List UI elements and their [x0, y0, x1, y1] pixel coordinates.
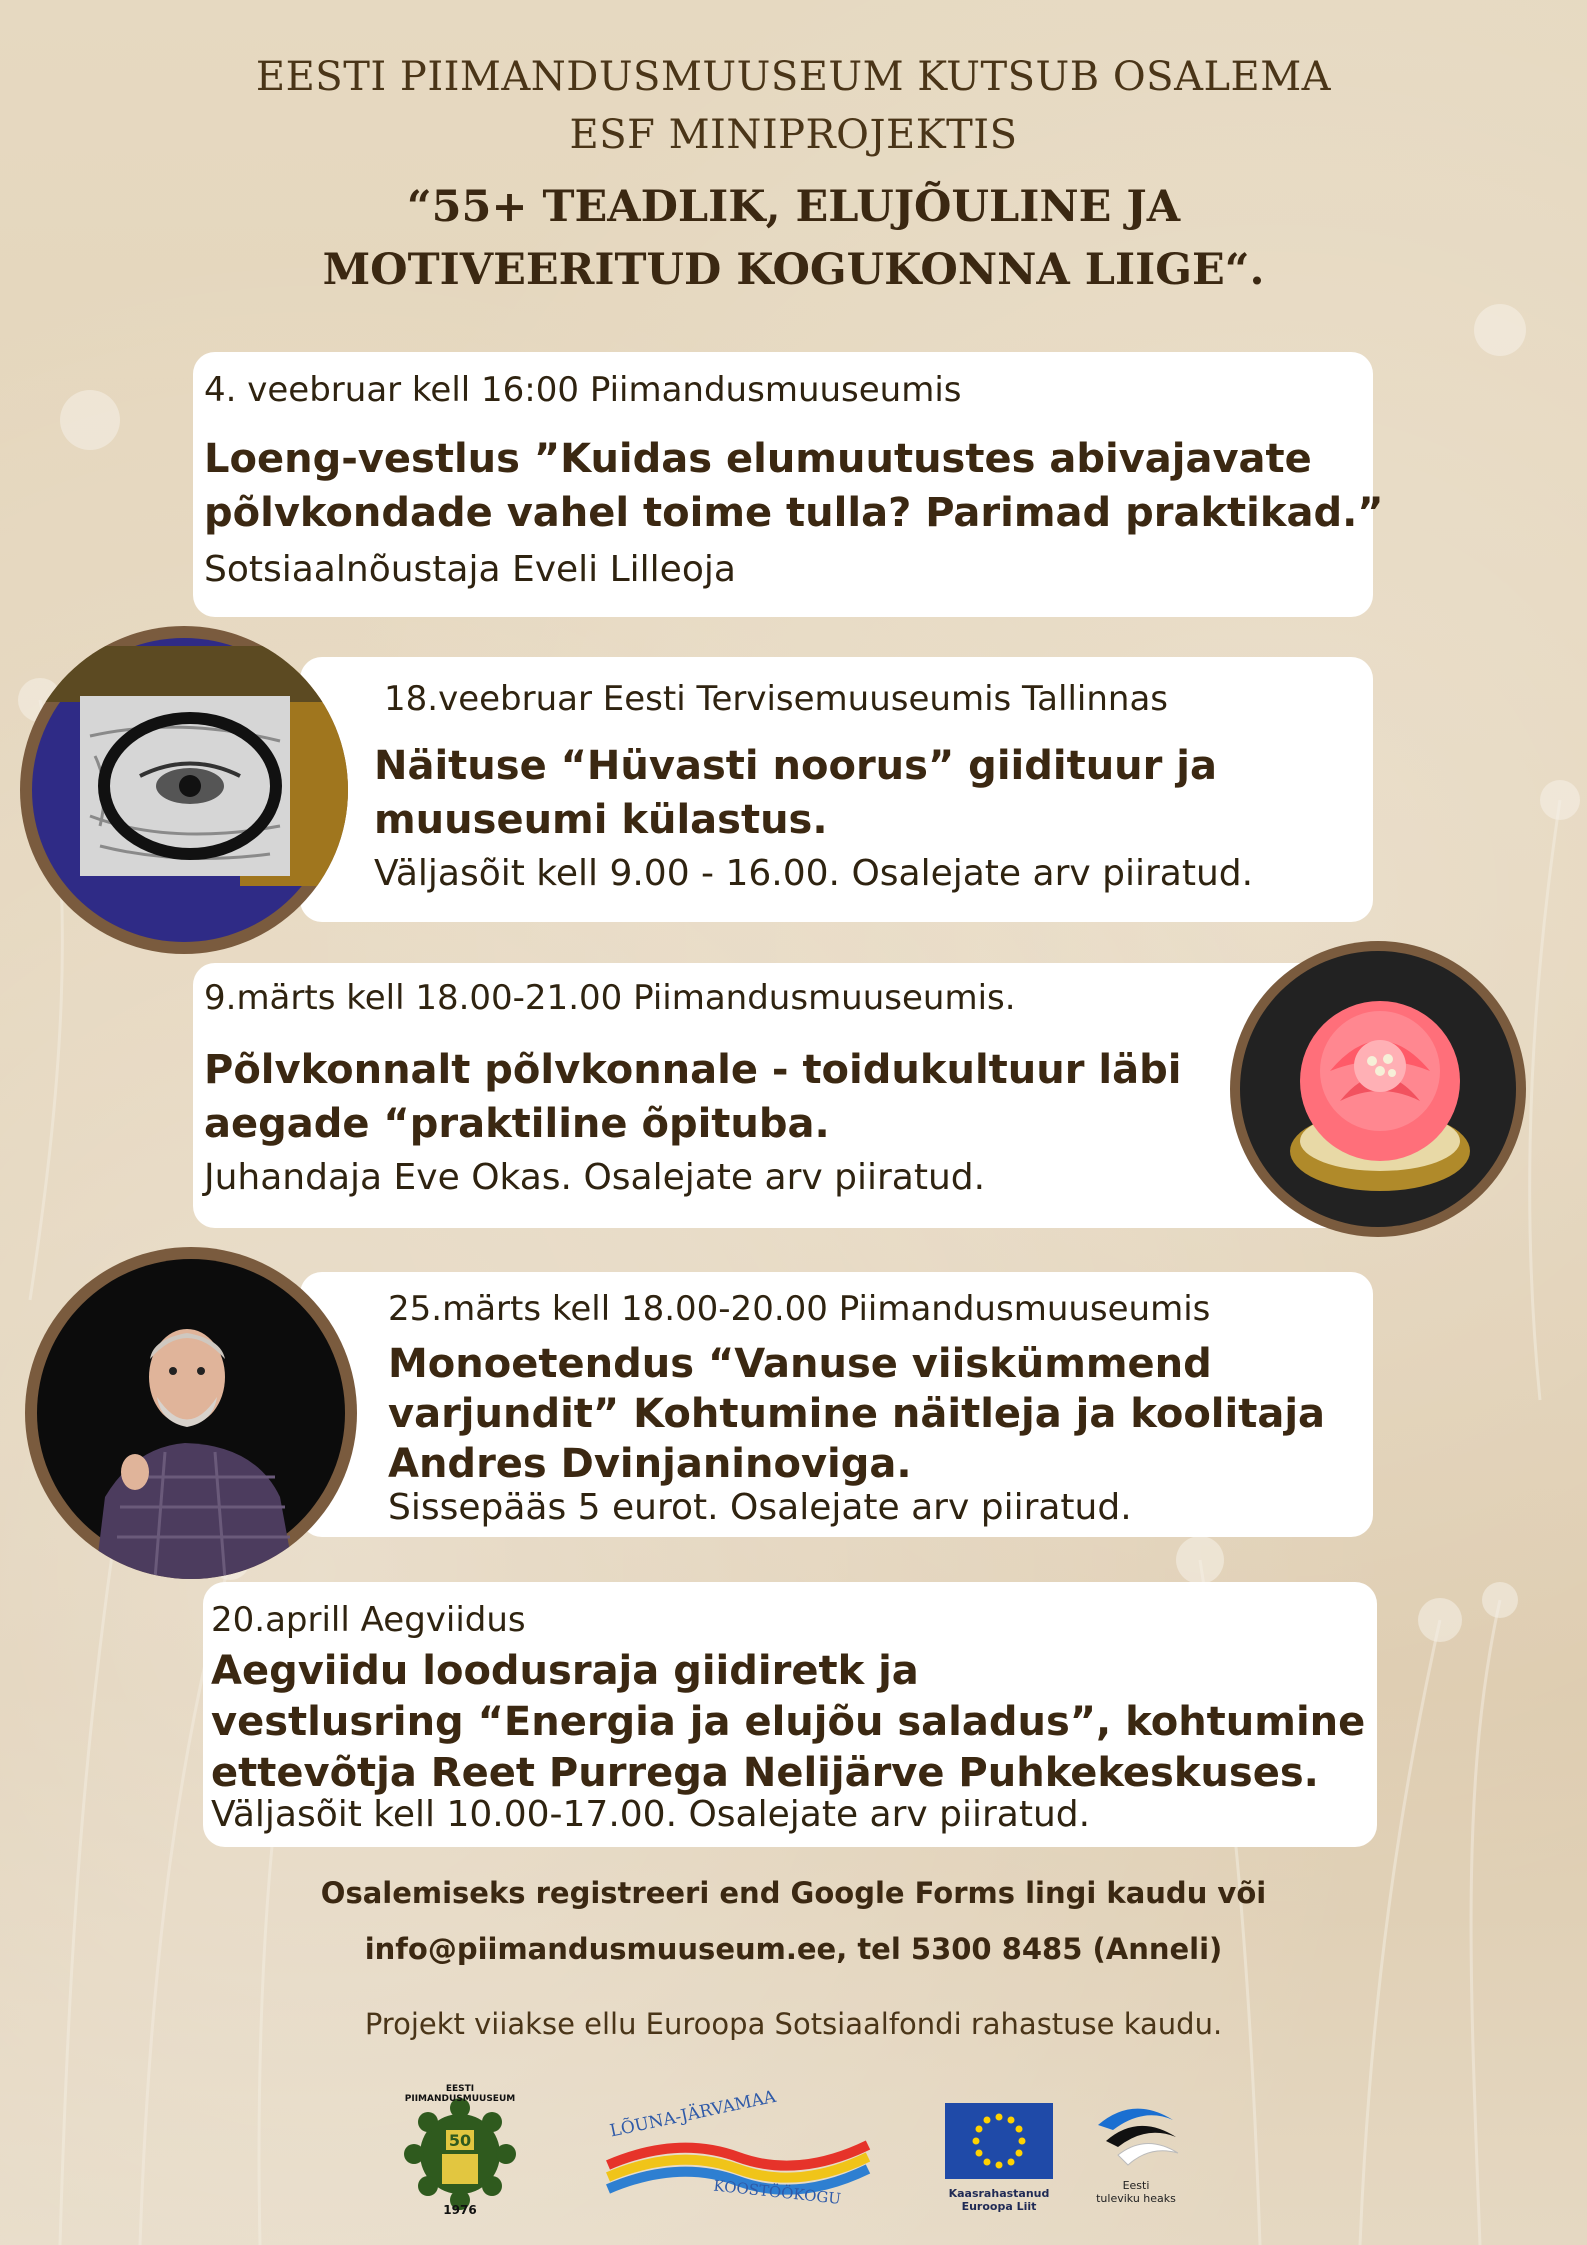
header-intro — [0, 48, 1587, 164]
event-card-1 — [193, 352, 1384, 617]
event-subtitle: Väljasõit kell 9.00 - 16.00. Osalejate arv piiratud. — [374, 853, 1254, 894]
logo-year: 1976 — [443, 2203, 477, 2217]
registration-contact: info@piimandusmuuseum.ee, tel 5300 8485 (Anneli) — [364, 1932, 1223, 1966]
registration-line-1: Osalemiseks registreeri end Google Forms lingi kaudu või — [320, 1876, 1267, 1910]
funding-note: Projekt viiakse ellu Euroopa Sotsiaalfondi rahastuse kaudu. — [364, 2007, 1223, 2041]
event-card-2 — [300, 657, 1373, 922]
event-subtitle: Juhandaja Eve Okas. Osalejate arv piiratud. — [204, 1157, 986, 1198]
event-title-line: aegade “praktiline õpituba. — [204, 1101, 830, 1147]
event-title-line: Aegviidu loodusraja giidiretk ja — [211, 1648, 919, 1694]
header-line-1: EESTI PIIMANDUSMUUSEUM KUTSUB OSALEMA — [255, 54, 1332, 100]
header-line-2: ESF MINIPROJEKTIS — [569, 112, 1018, 158]
eesti-tuleviku-heaks-logo — [1088, 2095, 1184, 2215]
event-title-line: ettevõtja Reet Purrega Nelijärve Puhkekeskuses. — [211, 1750, 1319, 1796]
koostookogu-top-text: LÕUNA-JÄRVAMAA — [608, 2086, 778, 2142]
event-date: 20.aprill Aegviidus — [211, 1600, 526, 1640]
event-title — [388, 1339, 1368, 1489]
event-title — [211, 1646, 1371, 1799]
project-title-line-1: “55+ TEADLIK, ELUJÕULINE JA — [406, 182, 1181, 232]
event-photo-rose-cake — [1230, 941, 1526, 1237]
event-photo-actor — [25, 1247, 357, 1579]
event-card-4 — [300, 1272, 1373, 1537]
event-title-line: Põlvkonnalt põlvkonnale - toidukultuur läbi — [204, 1047, 1182, 1093]
event-title — [204, 432, 1384, 540]
header-project-title — [0, 176, 1587, 302]
eesti-label-line-2: tuleviku heaks — [1096, 2192, 1176, 2205]
event-date: 4. veebruar kell 16:00 Piimandusmuuseumis — [204, 370, 962, 410]
event-title-line: Loeng-vestlus ”Kuidas elumuutustes abivajavate — [204, 436, 1312, 482]
event-subtitle: Sotsiaalnõustaja Eveli Lilleoja — [204, 549, 736, 590]
eesti-label-line-1: Eesti — [1122, 2179, 1150, 2192]
logo-museum-name: EESTI PIIMANDUSMUUSEUM — [404, 2084, 516, 2104]
eu-label-line-2: Euroopa Liit — [961, 2200, 1037, 2213]
event-title-line: põlvkondade vahel toime tulla? Parimad praktikad.” — [204, 490, 1384, 536]
event-title — [374, 739, 1364, 847]
event-date: 18.veebruar Eesti Tervisemuuseumis Tallinnas — [384, 679, 1168, 719]
event-date: 25.märts kell 18.00-20.00 Piimandusmuuseumis — [388, 1289, 1211, 1329]
event-subtitle: Sissepääs 5 eurot. Osalejate arv piiratud. — [388, 1487, 1132, 1528]
event-title-line: varjundit” Kohtumine näitleja ja koolitaja — [388, 1391, 1326, 1437]
event-title-line: Andres Dvinjaninoviga. — [388, 1441, 912, 1487]
event-title-line: muuseumi külastus. — [374, 797, 828, 843]
event-card-5 — [203, 1582, 1377, 1847]
event-card-3 — [193, 963, 1373, 1228]
event-title-line: Näituse “Hüvasti noorus” giidituur ja — [374, 743, 1218, 789]
logo-number: 50 — [448, 2131, 472, 2150]
koostookogu-logo — [588, 2086, 888, 2215]
koostookogu-bottom-text: KOOSTÖÖKOGU — [712, 2176, 842, 2208]
eu-label-line-1: Kaasrahastanud — [948, 2187, 1050, 2200]
project-title-line-2: MOTIVEERITUD KOGUKONNA LIIGE“. — [322, 245, 1265, 295]
eu-cofunded-logo — [945, 2103, 1053, 2213]
event-title — [204, 1043, 1204, 1151]
piimandusmuuseum-logo — [396, 2084, 524, 2218]
event-subtitle: Väljasõit kell 10.00-17.00. Osalejate arv piiratud. — [211, 1794, 1091, 1835]
event-photo-eye — [20, 626, 348, 954]
event-date: 9.märts kell 18.00-21.00 Piimandusmuuseumis. — [204, 978, 1016, 1018]
event-title-line: vestlusring “Energia ja elujõu saladus”, kohtumine — [211, 1699, 1366, 1745]
event-title-line: Monoetendus “Vanuse viiskümmend — [388, 1341, 1212, 1387]
